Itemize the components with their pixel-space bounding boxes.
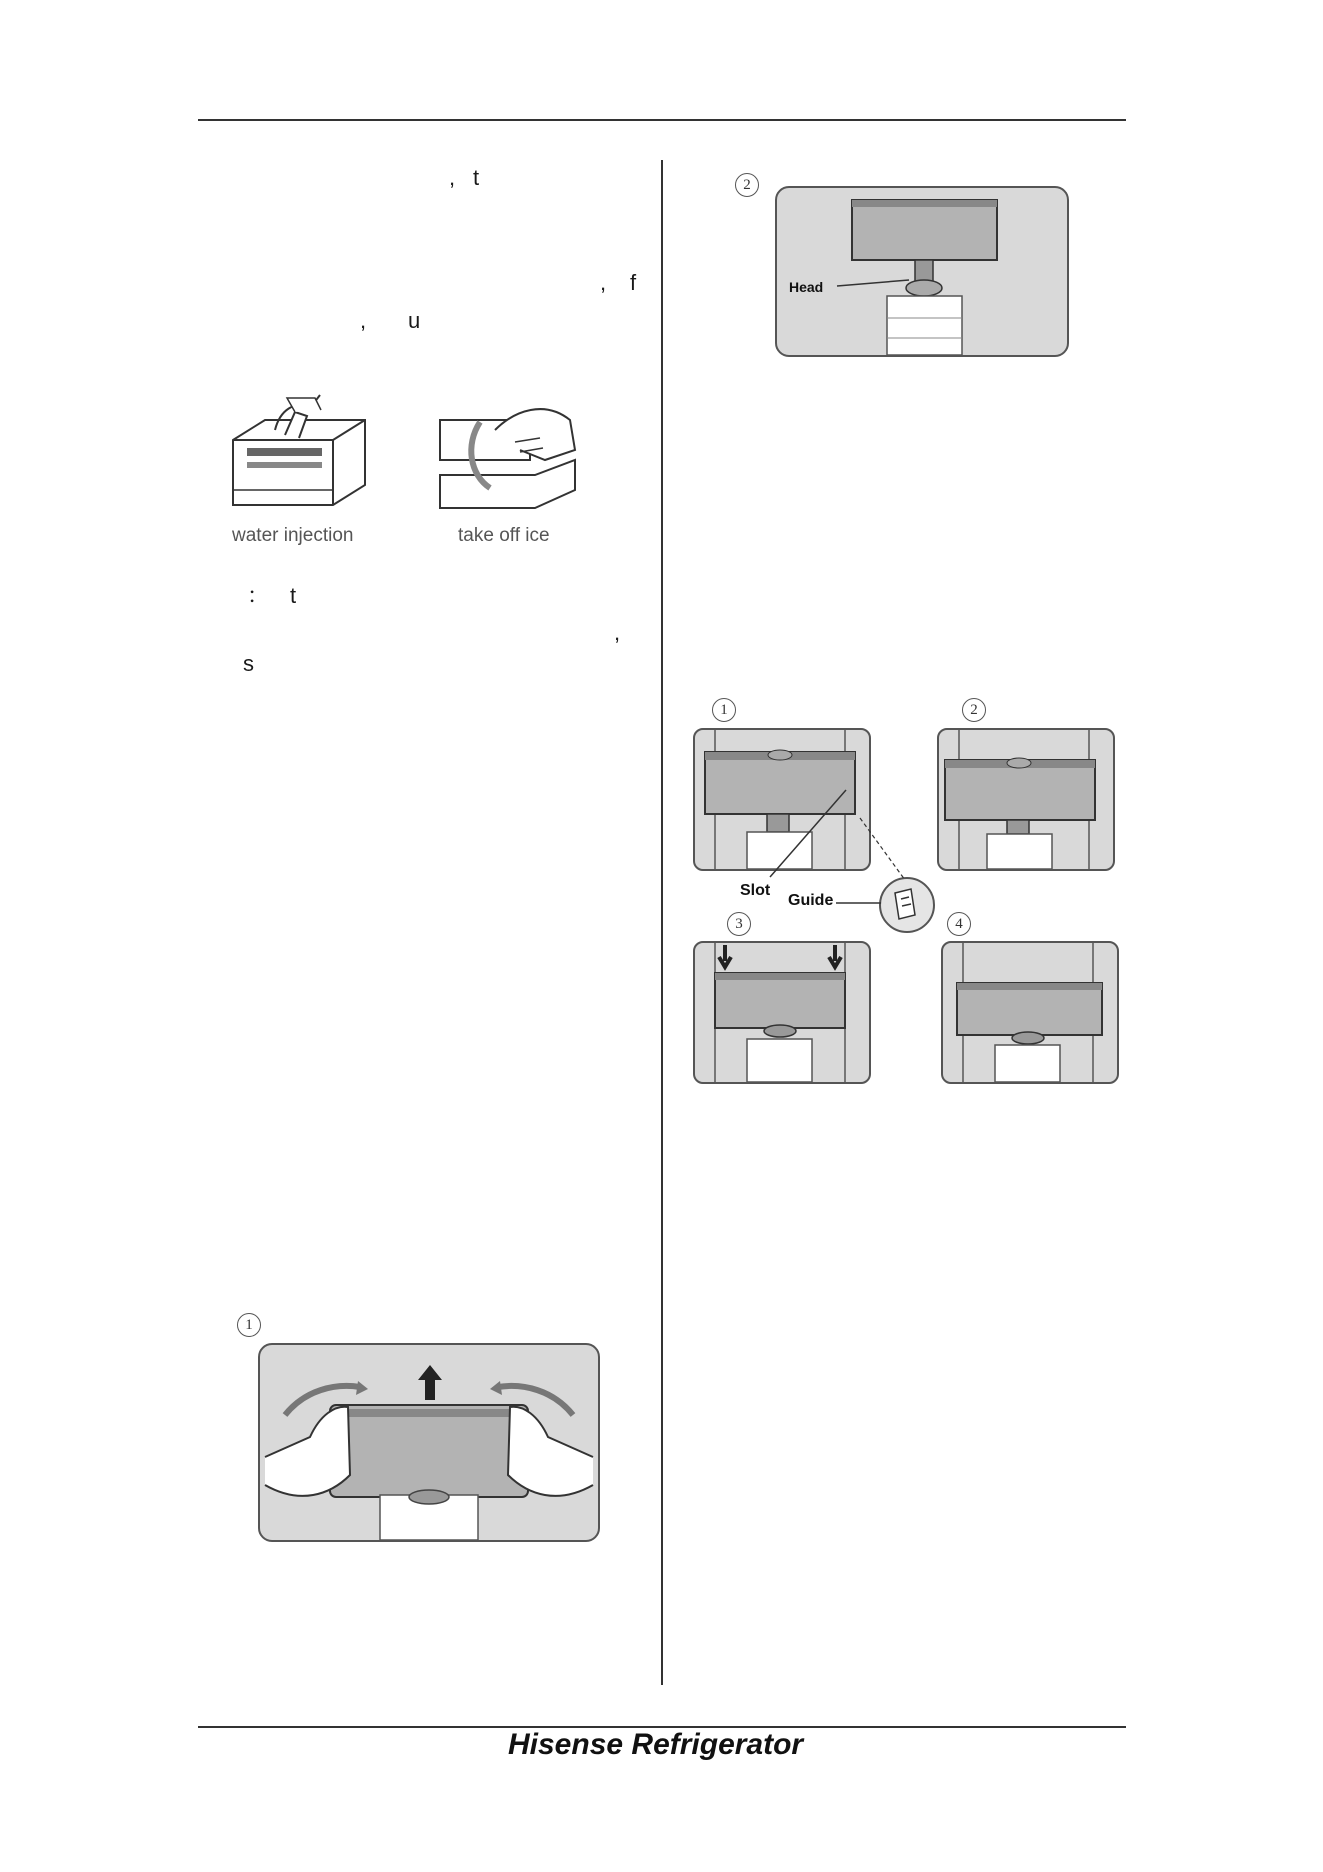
text-fragment: t	[290, 583, 297, 608]
text-fragment: ,	[360, 308, 367, 333]
slot-label: Slot	[740, 882, 771, 899]
text-fragment: u	[408, 308, 421, 333]
install-step-4-illustration	[941, 941, 1119, 1084]
water-injection-caption: water injection	[232, 525, 354, 546]
header-rule	[198, 119, 1126, 121]
head-label: Head	[789, 279, 824, 295]
guide-magnifier	[879, 877, 935, 933]
bucket-head-illustration	[775, 186, 1069, 357]
text-fragment: ：	[247, 583, 270, 608]
step-number-install-4: 4	[947, 912, 971, 936]
text-fragment: ,	[449, 165, 456, 190]
text-fragment: ,	[600, 270, 607, 295]
remove-bucket-illustration	[258, 1343, 600, 1542]
install-step-2-illustration	[937, 728, 1115, 871]
text-fragment: t	[473, 165, 480, 190]
text-fragment: s	[243, 651, 254, 676]
step-number-install-3: 3	[727, 912, 751, 936]
install-step-3-illustration	[693, 941, 871, 1084]
column-divider	[661, 160, 663, 1685]
text-fragment: f	[630, 270, 637, 295]
guide-label: Guide	[788, 892, 834, 909]
water-injection-illustration	[225, 390, 375, 515]
step-number-install-1: 1	[712, 698, 736, 722]
take-off-ice-illustration	[435, 390, 585, 515]
install-step-1-illustration	[693, 728, 871, 871]
step-number-install-2: 2	[962, 698, 986, 722]
take-off-ice-caption: take off ice	[458, 525, 550, 546]
footer-brand: Hisense Refrigerator	[508, 1728, 804, 1761]
step-number-1: 1	[237, 1313, 261, 1337]
step-number-2-top: 2	[735, 173, 759, 197]
text-fragment: ,	[614, 620, 621, 645]
